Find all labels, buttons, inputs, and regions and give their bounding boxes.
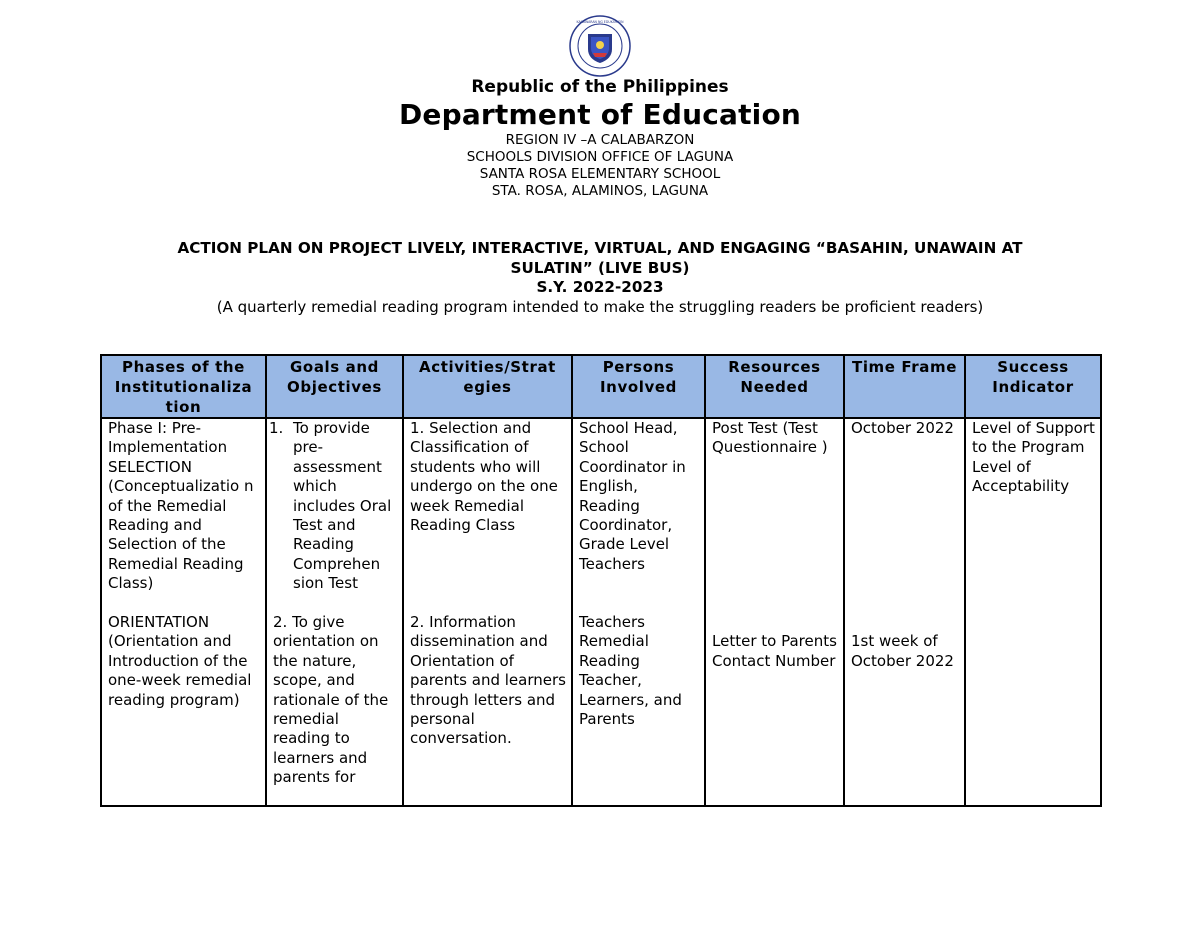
program-description: (A quarterly remedial reading program intended to make the struggling readers be proficient readers) <box>216 298 984 316</box>
title-line-2: SULATIN” (LIVE BUS) <box>510 259 690 277</box>
header-goals: Goals and Objectives <box>266 355 403 418</box>
svg-text:KAGAWARAN NG EDUKASYON: KAGAWARAN NG EDUKASYON <box>576 20 624 24</box>
department-name: Department of Education <box>398 98 802 131</box>
resources-2: Letter to Parents Contact Number <box>712 632 837 670</box>
header-resources: Resources Needed <box>705 355 844 418</box>
phase-selection: SELECTION <box>108 457 192 476</box>
cell-activities <box>403 418 572 806</box>
table-row <box>101 418 1101 806</box>
phase-label: Phase I: Pre-Implementation <box>108 419 228 457</box>
region-line: REGION IV –A CALABARZON <box>505 132 695 148</box>
cell-persons <box>572 418 705 806</box>
deped-seal <box>569 15 631 77</box>
cell-phases <box>101 418 266 806</box>
address-line: STA. ROSA, ALAMINOS, LAGUNA <box>491 183 709 199</box>
activity-1: 1. Selection and Classification of students who will undergo on the one week Remedial Reading Class <box>410 419 558 535</box>
persons-1: School Head, School Coordinator in English, Reading Coordinator, Grade Level Teachers <box>579 419 686 573</box>
table-header-row <box>101 355 1101 418</box>
document-title <box>120 238 1080 317</box>
header-activities: Activities/Strat egies <box>403 355 572 418</box>
goal-1-text: To provide pre-assessment which includes Oral Test and Reading Comprehen sion Test <box>293 419 392 593</box>
resources-1: Post Test (Test Questionnaire ) <box>712 419 828 457</box>
goal-2-text: 2. To give orientation on the nature, scope, and rationale of the remedial reading to learners and parents for <box>273 613 389 787</box>
cell-time-frame <box>844 418 965 806</box>
phase-selection-desc: (Conceptualizatio n of the Remedial Reading and Selection of the Remedial Reading Class) <box>108 477 254 593</box>
cell-success-indicator <box>965 418 1101 806</box>
cell-goals <box>266 418 403 806</box>
phase-orientation: ORIENTATION <box>108 613 210 632</box>
title-line-1: ACTION PLAN ON PROJECT LIVELY, INTERACTIVE, VIRTUAL, AND ENGAGING “BASAHIN, UNAWAIN AT <box>177 239 1023 257</box>
header-persons: Persons Involved <box>572 355 705 418</box>
time-frame-1: October 2022 <box>851 419 954 437</box>
cell-resources <box>705 418 844 806</box>
success-1: Level of Support to the Program <box>972 419 1095 457</box>
time-frame-2: 1st week of October 2022 <box>851 632 954 670</box>
letterhead <box>0 76 1200 200</box>
republic-line: Republic of the Philippines <box>471 77 729 97</box>
header-success-indicator: Success Indicator <box>965 355 1101 418</box>
division-line: SCHOOLS DIVISION OFFICE OF LAGUNA <box>466 149 734 165</box>
header-time-frame: Time Frame <box>844 355 965 418</box>
header-phases: Phases of the Institutionaliza tion <box>101 355 266 418</box>
phase-orientation-desc: (Orientation and Introduction of the one-week remedial reading program) <box>108 632 252 709</box>
activity-2: 2. Information dissemination and Orientation of parents and learners through letters and personal conversation. <box>410 613 566 748</box>
persons-2: Teachers Remedial Reading Teacher, Learners, and Parents <box>579 613 682 729</box>
school-year: S.Y. 2022-2023 <box>536 278 664 296</box>
school-line: SANTA ROSA ELEMENTARY SCHOOL <box>479 166 721 182</box>
action-plan-table <box>100 354 1102 807</box>
goal-1-number: 1. <box>269 419 284 437</box>
success-2: Level of Acceptability <box>972 457 1070 496</box>
